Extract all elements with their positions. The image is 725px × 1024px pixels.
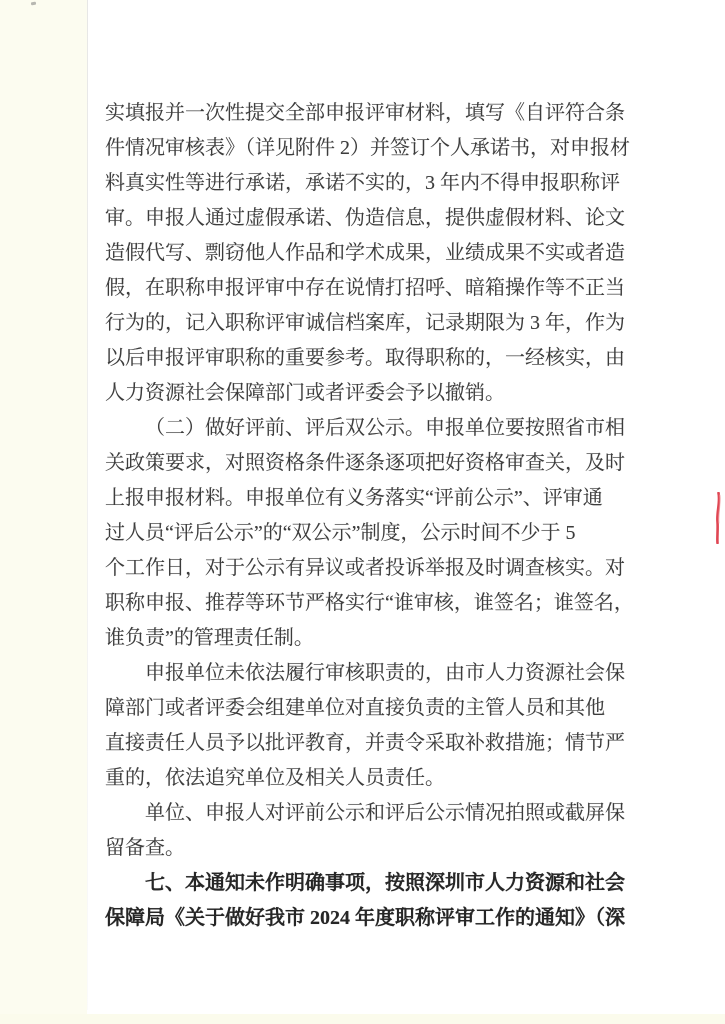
text-line: 料真实性等进行承诺，承诺不实的，3 年内不得申报职称评: [105, 172, 620, 194]
text-line: 谁负责”的管理责任制。: [105, 627, 314, 649]
text-line: 关政策要求，对照资格条件逐条逐项把好资格审查关，及时: [105, 452, 625, 474]
text-line: 造假代写、剽窃他人作品和学术成果，业绩成果不实或者造: [105, 242, 625, 264]
text-line: 上报申报材料。申报单位有义务落实“评前公示”、评审通: [105, 487, 603, 509]
text-line: 障部门或者评委会组建单位对直接负责的主管人员和其他: [105, 697, 605, 719]
text-line: 七、本通知未作明确事项，按照深圳市人力资源和社会: [145, 872, 625, 894]
paragraph: [105, 796, 650, 866]
page-bottom-margin-strip: [0, 1014, 725, 1024]
paragraph: [105, 96, 650, 411]
paragraph: [105, 866, 650, 936]
text-line: 假，在职称申报评审中存在说情打招呼、暗箱操作等不正当: [105, 277, 625, 299]
text-line: 单位、申报人对评前公示和评后公示情况拍照或截屏保: [145, 802, 625, 824]
red-ink-mark: [711, 492, 723, 544]
text-line: 审。申报人通过虚假承诺、伪造信息，提供虚假材料、论文: [105, 207, 625, 229]
text-line: 直接责任人员予以批评教育，并责令采取补救措施；情节严: [105, 732, 625, 754]
page-left-margin-strip: [0, 0, 87, 1024]
paragraph: [105, 411, 650, 656]
text-line: 件情况审核表》（详见附件 2）并签订个人承诺书，对申报材: [105, 137, 630, 159]
paragraph: [105, 656, 650, 796]
text-line: 人力资源社会保障部门或者评委会予以撤销。: [105, 382, 505, 404]
text-line: 重的，依法追究单位及相关人员责任。: [105, 767, 445, 789]
text-line: 以后申报评审职称的重要参考。取得职称的，一经核实，由: [105, 347, 625, 369]
text-line: （二）做好评前、评后双公示。申报单位要按照省市相: [145, 417, 625, 439]
document-text-body: [105, 96, 650, 936]
text-line: 个工作日，对于公示有异议或者投诉举报及时调查核实。对: [105, 557, 625, 579]
scan-crease-line: [87, 0, 88, 1010]
text-line: 留备查。: [105, 837, 185, 859]
text-line: 申报单位未依法履行审核职责的，由市人力资源社会保: [145, 662, 625, 684]
text-line: 职称申报、推荐等环节严格实行“谁审核，谁签名；谁签名，: [105, 592, 634, 614]
text-line: 行为的，记入职称评审诚信档案库，记录期限为 3 年，作为: [105, 312, 625, 334]
text-line: 保障局《关于做好我市 2024 年度职称评审工作的通知》（深: [105, 907, 625, 929]
text-line: 实填报并一次性提交全部申报评审材料，填写《自评符合条: [105, 102, 625, 124]
text-line: 过人员“评后公示”的“双公示”制度，公示时间不少于 5: [105, 522, 576, 544]
